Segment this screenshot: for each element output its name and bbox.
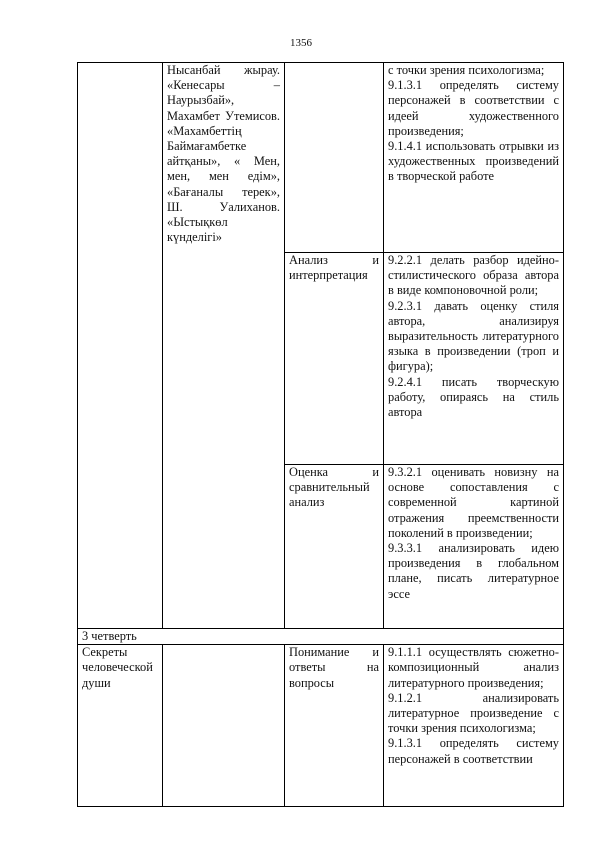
subsection-label: Понимание и ответы на вопросы <box>289 645 379 690</box>
goals-cell <box>384 253 564 465</box>
works-text: Нысанбай жырау. «Кенесары – Наурызбай», Махамбет Утемисов. «Махамбеттің Баймағамбетке айтқаны», « Мен, мен, мен едім», «Бағаналы терек», Ш. Уалиханов. «Ыстықкөл күнделігі» <box>167 63 280 245</box>
subsection-cell <box>285 645 384 807</box>
goal-item: 9.1.1.1 осуществлять сюжетно-композиционный анализ литературного произведения; <box>388 645 559 690</box>
goals-cell <box>384 63 564 253</box>
goal-item: 9.1.4.1 использовать отрывки из художественных произведений в творческой работе <box>388 139 559 184</box>
subsection-cell <box>285 253 384 465</box>
curriculum-table <box>77 62 564 807</box>
goal-item: 9.2.3.1 давать оценку стиля автора, анализируя выразительность литературного языка в произведении (троп и фигура); <box>388 298 559 374</box>
goal-item: 9.2.4.1 писать творческую работу, опираясь на стиль автора <box>388 374 559 420</box>
quarter-row <box>78 629 564 645</box>
page-number: 1356 <box>290 37 312 49</box>
goal-item: 9.1.2.1 анализировать литературное произведение с точки зрения психологизма; <box>388 690 559 736</box>
goal-item: 9.1.3.1 определять систему персонажей в соответствии <box>388 736 559 766</box>
goal-item: 9.3.2.1 оценивать новизну на основе сопоставления с современной картиной отражения преемственности поколений в произведении; <box>388 465 559 540</box>
theme-cell-empty <box>78 63 163 629</box>
subsection-label: Оценка и сравнительный анализ <box>289 465 379 510</box>
goal-item: с точки зрения психологизма; <box>388 63 545 77</box>
works-cell <box>163 63 285 629</box>
goal-item: 9.3.3.1 анализировать идею произведения в глобальном плане, писать литературное эссе <box>388 541 559 601</box>
subsection-cell <box>285 465 384 629</box>
works-cell-empty <box>163 645 285 807</box>
table-row <box>78 63 564 253</box>
goal-item: 9.2.2.1 делать разбор идейно-стилистического образа автора в виде компоновочной роли; <box>388 253 559 298</box>
goals-cell <box>384 645 564 807</box>
quarter-heading: 3 четверть <box>78 629 564 645</box>
goals-cell <box>384 465 564 629</box>
subsection-label: Анализ и интерпретация <box>289 253 379 283</box>
goal-item: 9.1.3.1 определять систему персонажей в соответствии с идеей художественного произведения; <box>388 78 559 138</box>
theme-label: Секреты человеческой души <box>82 645 153 690</box>
subsection-cell-empty <box>285 63 384 253</box>
table-row <box>78 645 564 807</box>
theme-cell <box>78 645 163 807</box>
